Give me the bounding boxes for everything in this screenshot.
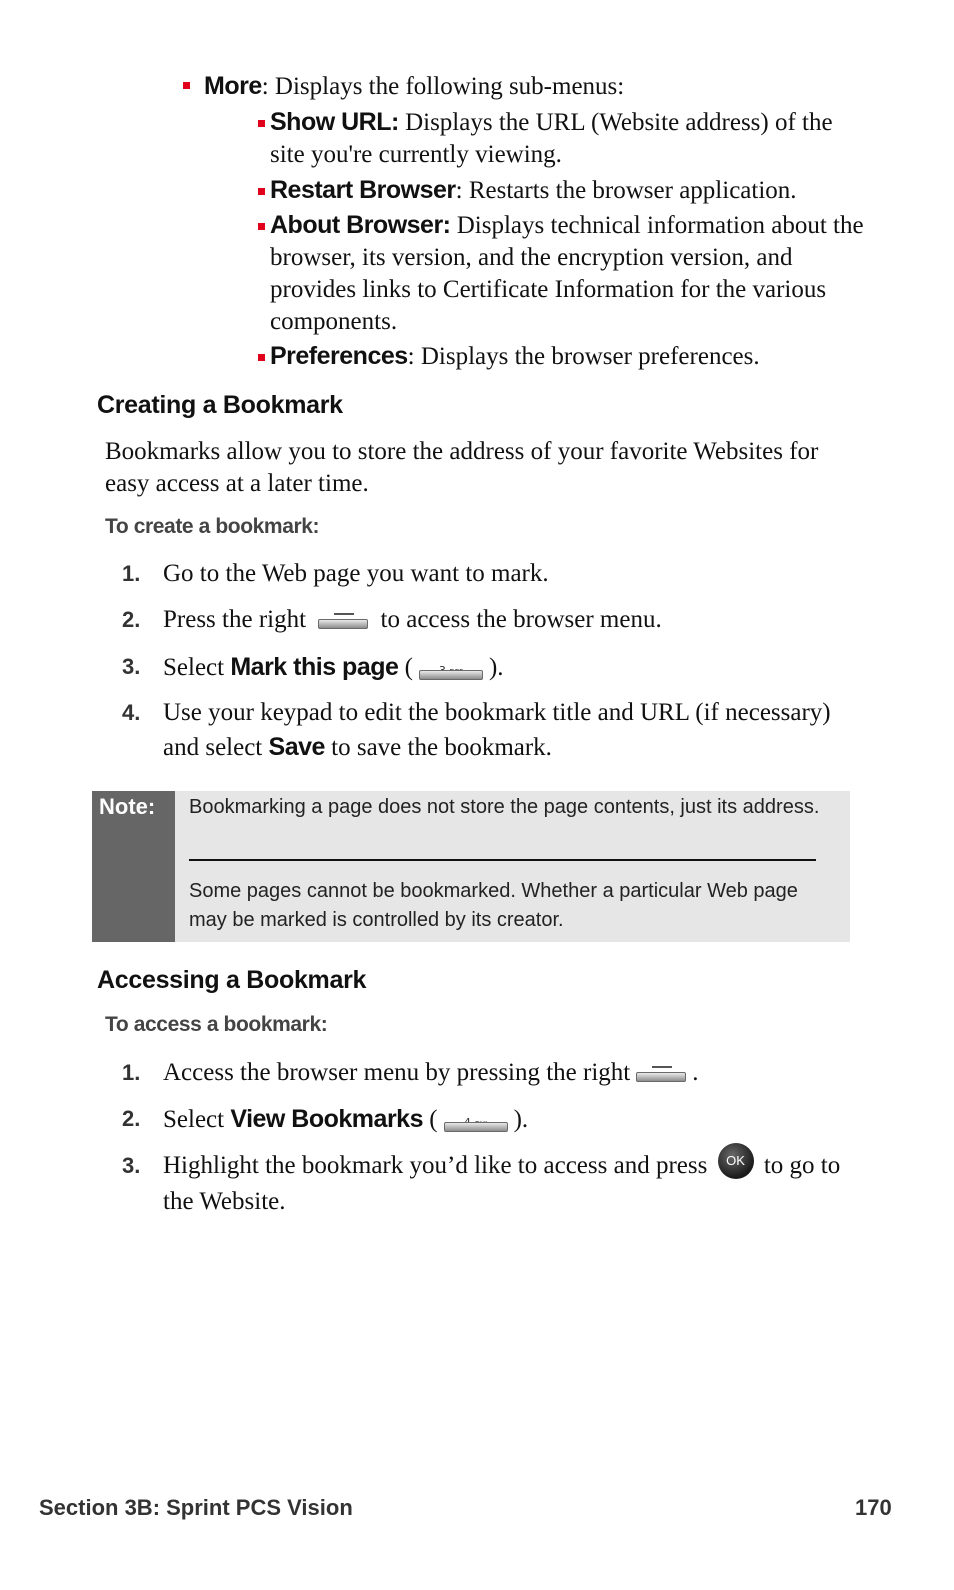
- submenu-term: Restart Browser: [270, 176, 456, 204]
- section-heading-accessing: Accessing a Bookmark: [97, 966, 367, 994]
- submenu-item-show-url: [258, 106, 868, 171]
- step-text: Select Mark this page ( ).: [163, 653, 504, 681]
- step-text: [163, 1149, 853, 1218]
- submenu-desc: : Displays the browser preferences.: [407, 343, 760, 370]
- more-term: More: [204, 72, 262, 100]
- submenu-item-restart-browser: [258, 174, 868, 207]
- bullet-icon: [183, 82, 190, 89]
- menu-option-name: View Bookmarks: [230, 1105, 423, 1133]
- step-number: 1.: [122, 561, 141, 586]
- step-text: Go to the Web page you want to mark.: [163, 560, 549, 587]
- step-number: 4.: [122, 700, 141, 725]
- menu-option-name: Mark this page: [230, 653, 399, 681]
- step-text-pre: Highlight the bookmark you’d like to access and press: [163, 1152, 708, 1179]
- step-number: 2.: [122, 607, 141, 632]
- step-text-post: to save the bookmark.: [324, 734, 552, 761]
- submenu-term: Preferences: [270, 342, 408, 370]
- footer-section-title: Section 3B: Sprint PCS Vision: [39, 1495, 353, 1520]
- more-item: [183, 70, 883, 103]
- step-text-post: to go to the Website.: [163, 1152, 841, 1216]
- step-text-pre: Use your keypad to edit the bookmark title and URL (if necessary) and select: [163, 699, 831, 761]
- creating-subheading: To create a bookmark:: [105, 515, 320, 538]
- footer-page-number: 170: [855, 1495, 892, 1520]
- submenu-item-about-browser: [258, 209, 868, 338]
- step-text: [163, 603, 863, 637]
- step-text-pre: Select: [163, 1106, 231, 1133]
- submenu-desc: Displays the URL (Website address) of the site you're currently viewing.: [270, 109, 833, 168]
- step-text-post: to access the browser menu.: [380, 606, 662, 633]
- submenu-desc: Displays technical information about the browser, its version, and the encryption version, and provides links to Certificate Information for the various components.: [270, 212, 864, 335]
- step-number: 3.: [122, 1153, 141, 1178]
- step-text-pre: Select: [163, 654, 231, 681]
- step-text-pre: Press the right: [163, 606, 307, 633]
- ok-button-icon: OK: [718, 1143, 754, 1179]
- step-text-pre: Access the browser menu by pressing the right: [163, 1059, 631, 1086]
- right-softkey-icon: [636, 1066, 686, 1082]
- note-box: [92, 791, 850, 942]
- bullet-icon: [258, 223, 265, 230]
- submenu-term: Show URL:: [270, 108, 399, 136]
- bullet-icon: [258, 120, 265, 127]
- step-text-post: .: [692, 1059, 699, 1086]
- key-4-icon: [444, 1110, 508, 1132]
- right-softkey-icon: [318, 613, 368, 629]
- step-number: 3.: [122, 654, 141, 679]
- menu-option-name: Save: [268, 733, 325, 761]
- step-text: [163, 1056, 863, 1090]
- step-number: 1.: [122, 1060, 141, 1085]
- submenu-desc: : Restarts the browser application.: [455, 177, 797, 204]
- more-desc: : Displays the following sub-menus:: [261, 73, 625, 100]
- creating-intro: Bookmarks allow you to store the address of your favorite Websites for easy access at a later time.: [105, 438, 819, 497]
- note-text-1: Bookmarking a page does not store the page contents, just its address.: [189, 796, 820, 818]
- note-divider: [189, 859, 816, 861]
- submenu-item-preferences: [258, 340, 868, 373]
- note-label: Note:: [99, 794, 156, 819]
- step-text: [163, 696, 863, 765]
- step-text: Select View Bookmarks ( ).: [163, 1105, 529, 1133]
- key-3-icon: [419, 658, 483, 680]
- step-number: 2.: [122, 1106, 141, 1131]
- bullet-icon: [258, 188, 265, 195]
- section-heading-creating: Creating a Bookmark: [97, 391, 343, 419]
- bullet-icon: [258, 354, 265, 361]
- accessing-subheading: To access a bookmark:: [105, 1013, 328, 1036]
- submenu-term: About Browser:: [270, 211, 451, 239]
- note-label-panel: [92, 791, 175, 942]
- note-text-2: Some pages cannot be bookmarked. Whether a particular Web page may be marked is controlled by its creator.: [189, 880, 798, 931]
